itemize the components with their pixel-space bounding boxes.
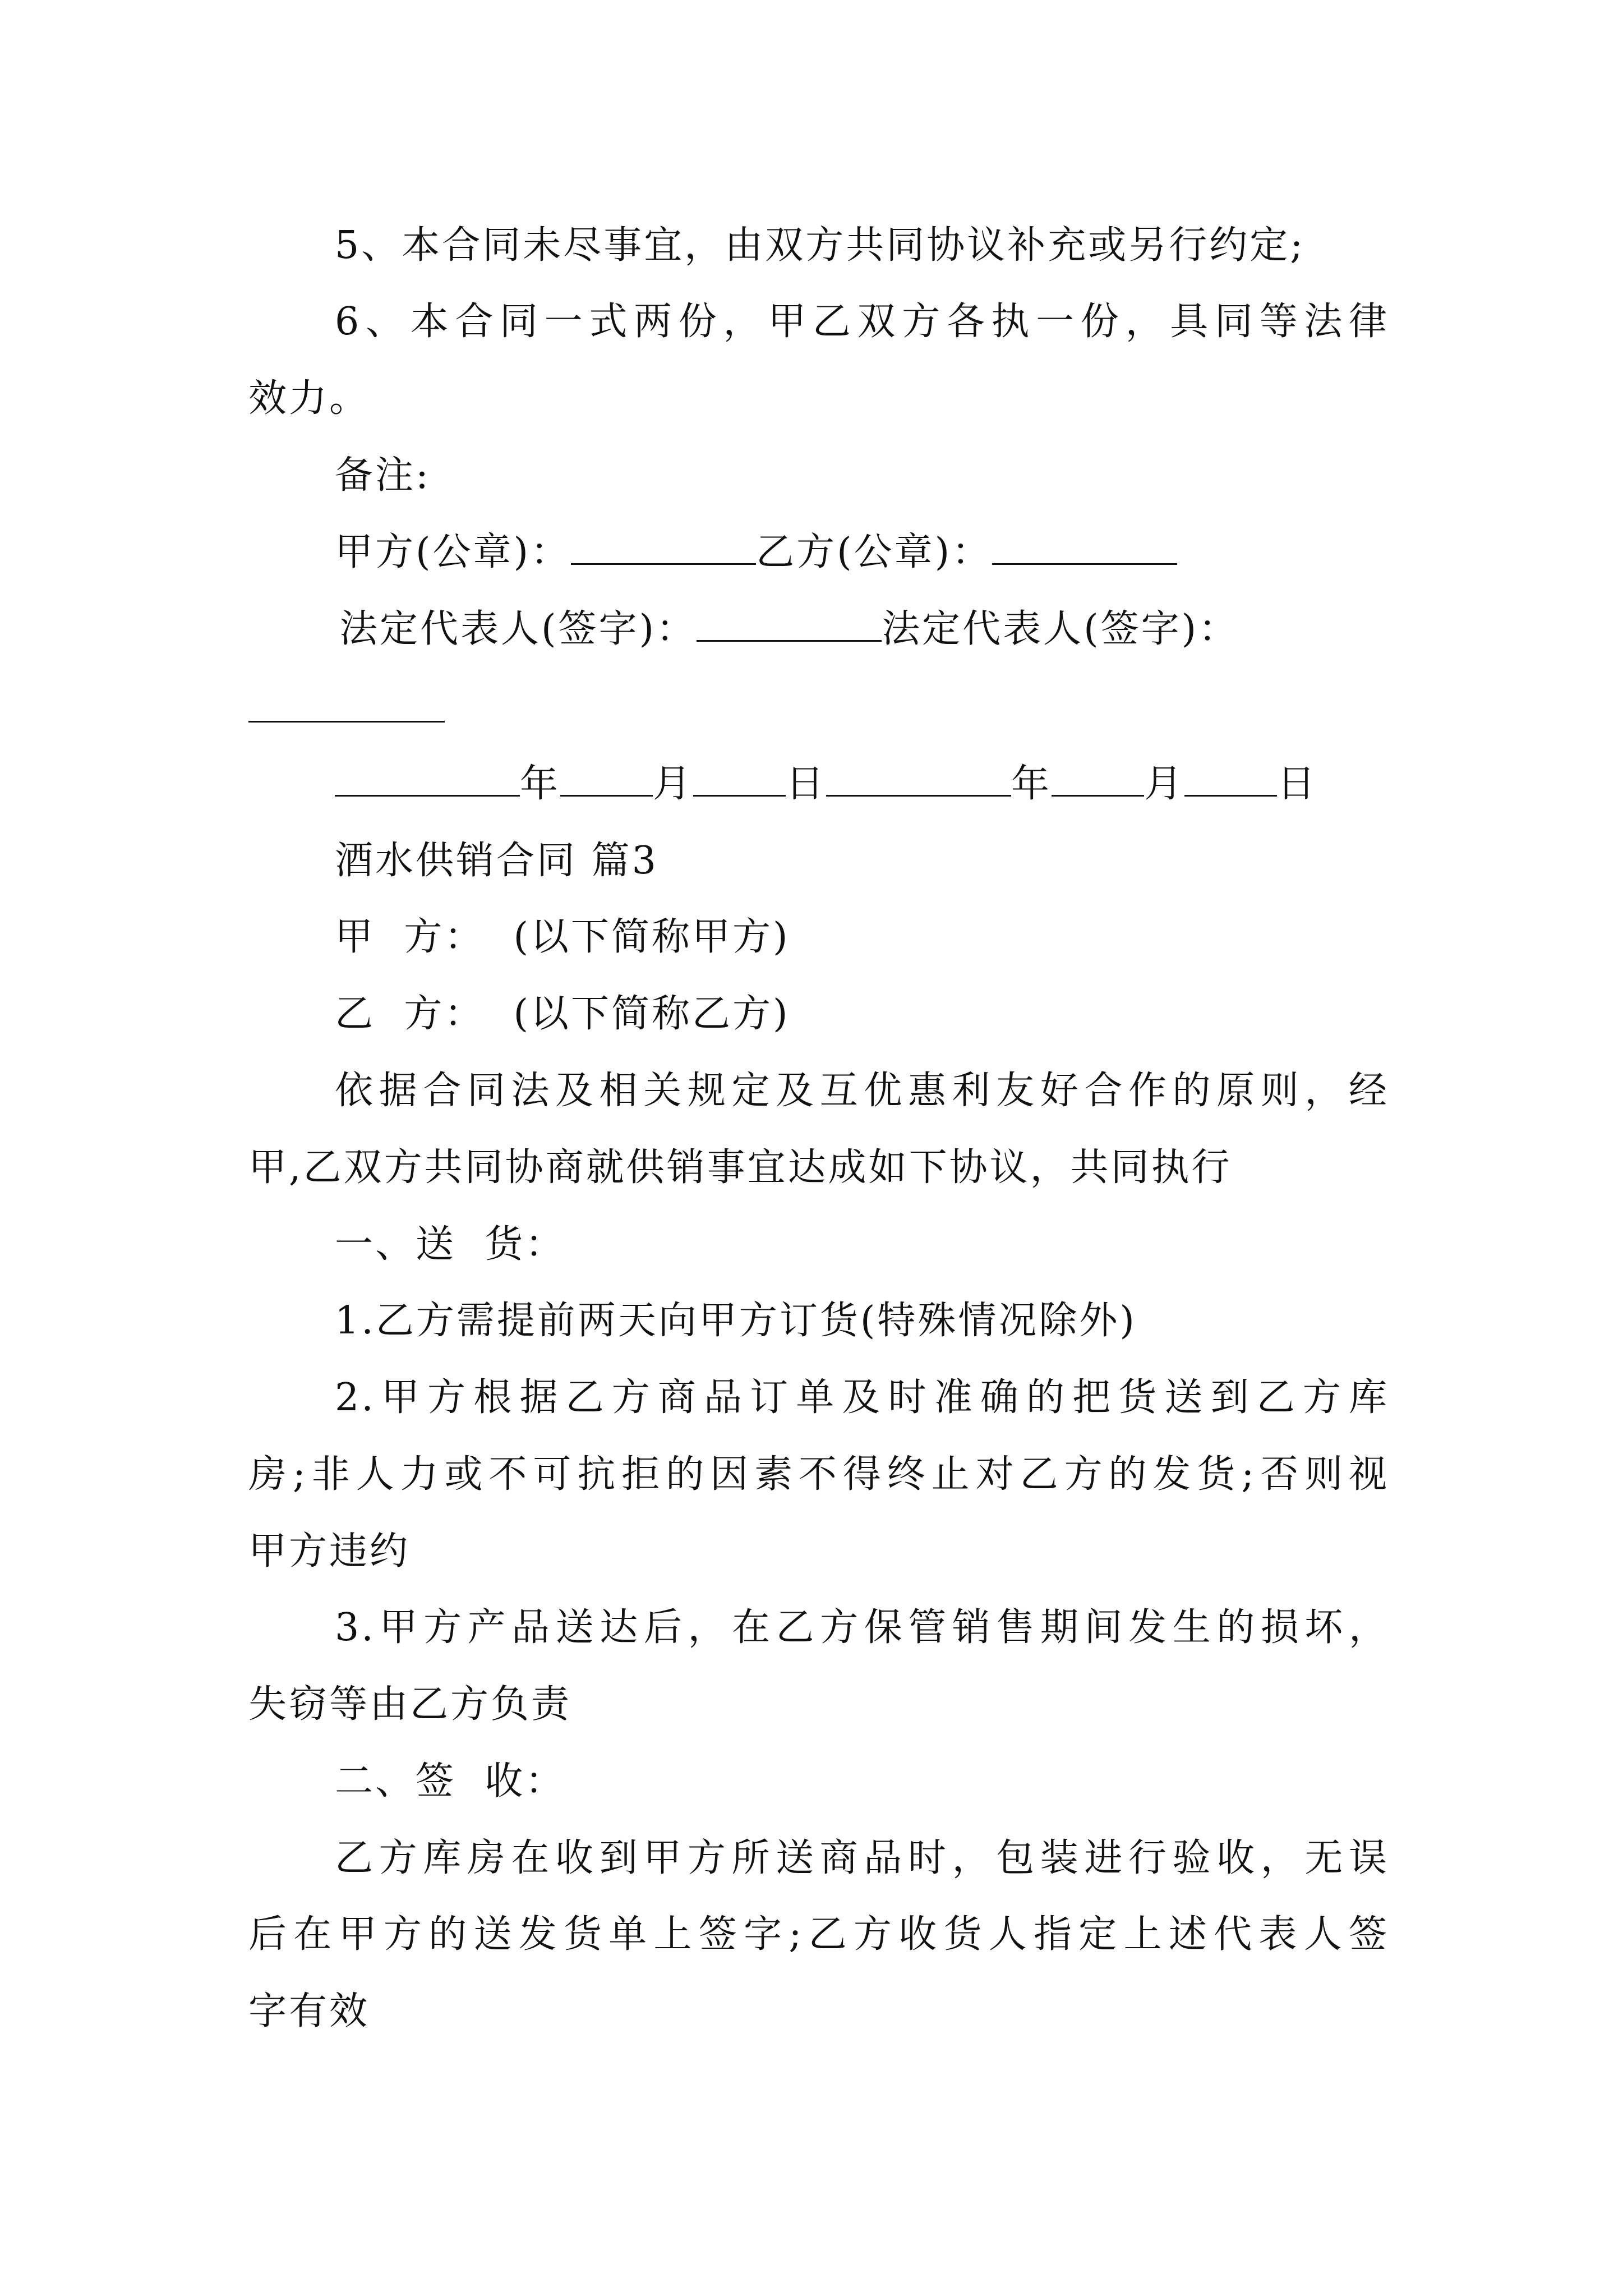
intro-line-1: 依据合同法及相关规定及互优惠利友好合作的原则，经 <box>335 1069 1389 1113</box>
legal-rep-a-blank <box>697 606 882 642</box>
party-b-line: 乙 方： (以下简称乙方) <box>335 992 790 1036</box>
contract-3-title: 酒水供销合同 篇3 <box>335 839 658 883</box>
party-b-seal-label: 乙方(公章)： <box>756 530 993 574</box>
year-b-label: 年 <box>1011 762 1052 806</box>
legal-rep-line <box>339 591 1239 668</box>
day-a-label: 日 <box>786 762 827 806</box>
month-b-label: 月 <box>1144 762 1185 806</box>
section-2-para-line-1: 乙方库房在收到甲方所送商品时，包装进行验收，无误 <box>335 1836 1389 1880</box>
party-a-line: 甲 方： (以下简称甲方) <box>335 915 790 959</box>
section-1-heading: 一、送 货： <box>335 1222 566 1267</box>
month-a-label: 月 <box>653 762 694 806</box>
day-b-label: 日 <box>1277 762 1318 806</box>
legal-rep-b-label: 法定代表人(签字)： <box>882 607 1239 651</box>
section-1-item-2-line-1: 2.甲方根据乙方商品订单及时准确的把货送到乙方库 <box>335 1375 1389 1420</box>
section-1-item-3-line-1: 3.甲方产品送达后，在乙方保管销售期间发生的损坏， <box>335 1605 1389 1650</box>
section-1-item-2-line-3: 甲方违约 <box>248 1529 411 1573</box>
year-b-blank <box>826 761 1011 797</box>
section-2-para-line-3: 字有效 <box>248 1989 370 2033</box>
legal-rep-a-label: 法定代表人(签字)： <box>339 607 697 651</box>
day-b-blank <box>1184 761 1277 797</box>
party-b-seal-blank <box>992 530 1177 565</box>
clause-6-line-2: 效力。 <box>248 376 370 421</box>
day-a-blank <box>693 761 786 797</box>
section-1-item-2-line-2: 房;非人力或不可抗拒的因素不得终止对乙方的发货;否则视 <box>248 1452 1389 1497</box>
remarks-label: 备注: <box>335 453 431 498</box>
intro-line-2: 甲,乙双方共同协商就供销事宜达成如下协议，共同执行 <box>248 1145 1232 1190</box>
month-a-blank <box>560 761 653 797</box>
party-a-seal-label: 甲方(公章)： <box>335 530 571 574</box>
date-line <box>335 746 1317 822</box>
section-1-item-1: 1.乙方需提前两天向甲方订货(特殊情况除外) <box>335 1299 1137 1343</box>
year-a-label: 年 <box>520 762 561 806</box>
section-1-item-3-line-2: 失窃等由乙方负责 <box>248 1682 572 1727</box>
section-2-para-line-2: 后在甲方的送发货单上签字;乙方收货人指定上述代表人签 <box>248 1912 1389 1957</box>
month-b-blank <box>1052 761 1144 797</box>
clause-5: 5、本合同未尽事宜，由双方共同协议补充或另行约定; <box>335 223 1306 268</box>
clause-6-line-1: 6、本合同一式两份，甲乙双方各执一份，具同等法律 <box>335 300 1389 344</box>
seal-line <box>335 514 1177 591</box>
legal-rep-b-blank <box>248 720 445 723</box>
year-a-blank <box>335 761 520 797</box>
party-a-seal-blank <box>571 530 756 565</box>
section-2-heading: 二、签 收： <box>335 1759 566 1803</box>
